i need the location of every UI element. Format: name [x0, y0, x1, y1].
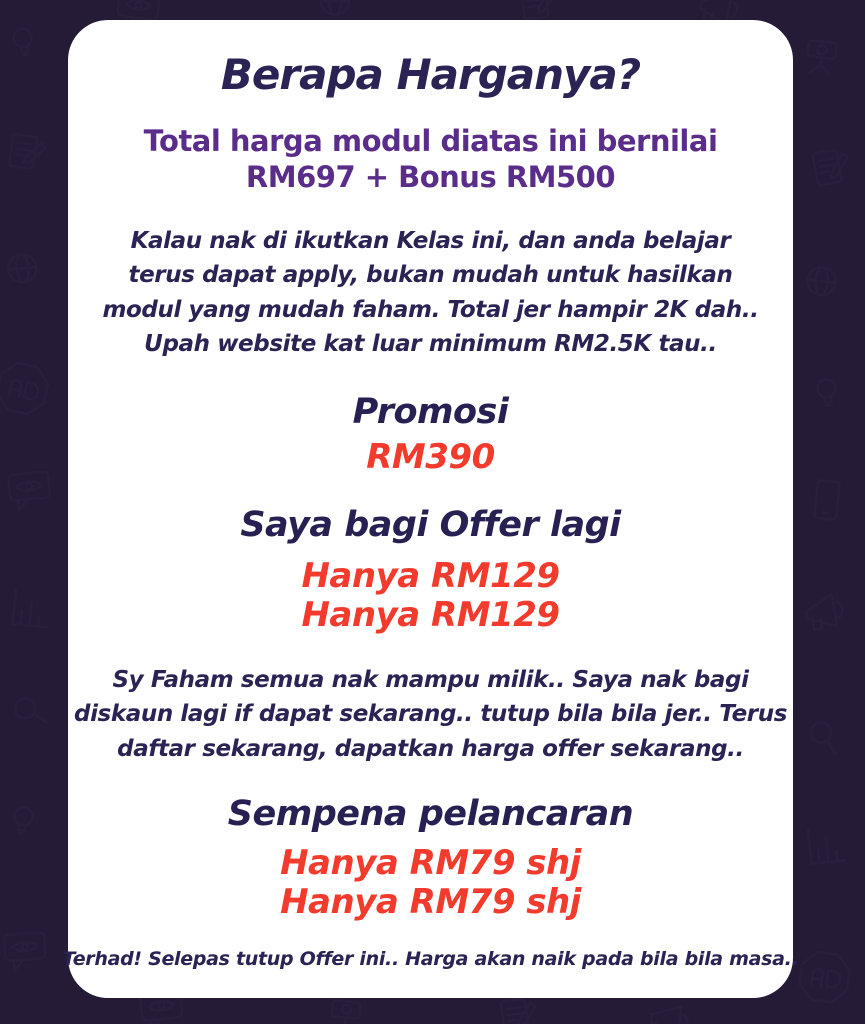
paragraph-line: diskaun lagi if dapat sekarang.. tutup bila bila jer.. Terus: [74, 701, 788, 728]
intro-paragraph: [102, 224, 758, 362]
paragraph-line: Sy Faham semua nak mampu milik.. Saya nak bagi: [112, 666, 749, 693]
launch-price-line: Hanya RM79 shj: [280, 843, 581, 884]
paragraph-line: Upah website kat luar minimum RM2.5K tau..: [144, 331, 717, 357]
content-card: [62, 20, 799, 998]
promo-price: RM390: [366, 436, 495, 477]
footer-note: Terhad! Selepas tutup Offer ini.. Harga akan naik pada bila bila masa..: [62, 948, 799, 970]
paragraph-line: daftar sekarang, dapatkan harga offer sekarang..: [117, 735, 744, 762]
promo-heading: Promosi: [352, 391, 509, 432]
launch-heading: Sempena pelancaran: [227, 794, 634, 835]
paragraph-line: Kalau nak di ikutkan Kelas ini, dan anda belajar: [130, 227, 731, 254]
discount-paragraph: [74, 663, 787, 767]
launch-price-line: Hanya RM79 shj: [280, 882, 581, 923]
launch-prices: [280, 844, 581, 922]
offer-price-line: Hanya RM129: [301, 594, 560, 635]
subtitle: [144, 123, 718, 196]
page-title: Berapa Harganya?: [220, 50, 641, 99]
paragraph-line: terus dapat apply, bukan mudah untuk hasilkan: [128, 262, 733, 288]
paragraph-line: modul yang mudah faham. Total jer hampir 2K dah..: [102, 296, 759, 323]
offer-heading: Saya bagi Offer lagi: [240, 504, 621, 545]
offer-price-line: Hanya RM129: [301, 555, 560, 596]
offer-prices: [301, 557, 559, 635]
subtitle-line: Total harga modul diatas ini bernilai: [143, 124, 718, 158]
subtitle-line: RM697 + Bonus RM500: [245, 160, 616, 195]
